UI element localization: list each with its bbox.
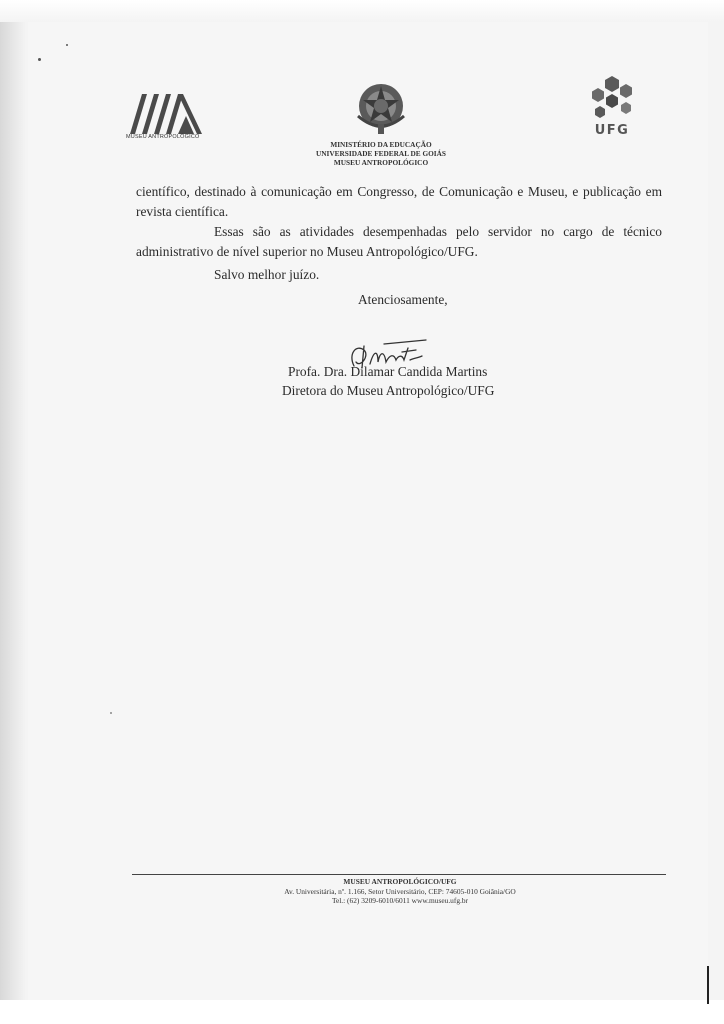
scan-edge-bottom (0, 1000, 724, 1024)
body-paragraph-2: Essas são as atividades desempenhadas pelo servidor no cargo de técnico administrativo de nível superior no Museu Antropológico/UFG. (136, 224, 662, 259)
header-institution-block (290, 140, 472, 167)
ufg-logo-text: UFG (594, 123, 630, 138)
scan-speck (66, 44, 68, 46)
ufg-logo-hexagons-icon (588, 74, 636, 122)
signatory-name: Profa. Dra. Dilamar Candida Martins (288, 364, 488, 379)
museu-logo-caption: MUSEU ANTROPOLÓGICO (126, 134, 200, 140)
scan-edge-top (0, 0, 724, 22)
footer-address: Av. Universitária, nº. 1.166, Setor Universitário, CEP: 74605-010 Goiânia/GO (284, 886, 516, 896)
scan-shadow-left (0, 0, 26, 1024)
signatory-title: Diretora do Museu Antropológico/UFG (282, 383, 495, 398)
header-university: UNIVERSIDADE FEDERAL DE GOIÁS (316, 149, 446, 158)
closing-salutation: Atenciosamente, (358, 292, 448, 307)
footer-divider (132, 874, 666, 875)
scan-edge-mark (707, 966, 709, 1004)
body-paragraph-1: científico, destinado à comunicação em Congresso, de Comunicação e Museu, e publicação em revista científica. (136, 184, 662, 219)
footer-contact: Tel.: (62) 3209-6010/6011 www.museu.ufg.br (331, 896, 469, 906)
header-museum: MUSEU ANTROPOLÓGICO (333, 158, 429, 167)
header-ministry: MINISTÉRIO DA EDUCAÇÃO (330, 140, 432, 149)
document-page (28, 22, 708, 1002)
brazil-coat-of-arms-icon (352, 78, 410, 138)
scan-speck (38, 58, 41, 61)
scan-speck (110, 712, 112, 714)
footer-org: MUSEU ANTROPOLÓGICO/UFG (343, 877, 457, 886)
body-paragraph-3: Salvo melhor juízo. (214, 267, 320, 282)
footer-block (200, 877, 600, 906)
